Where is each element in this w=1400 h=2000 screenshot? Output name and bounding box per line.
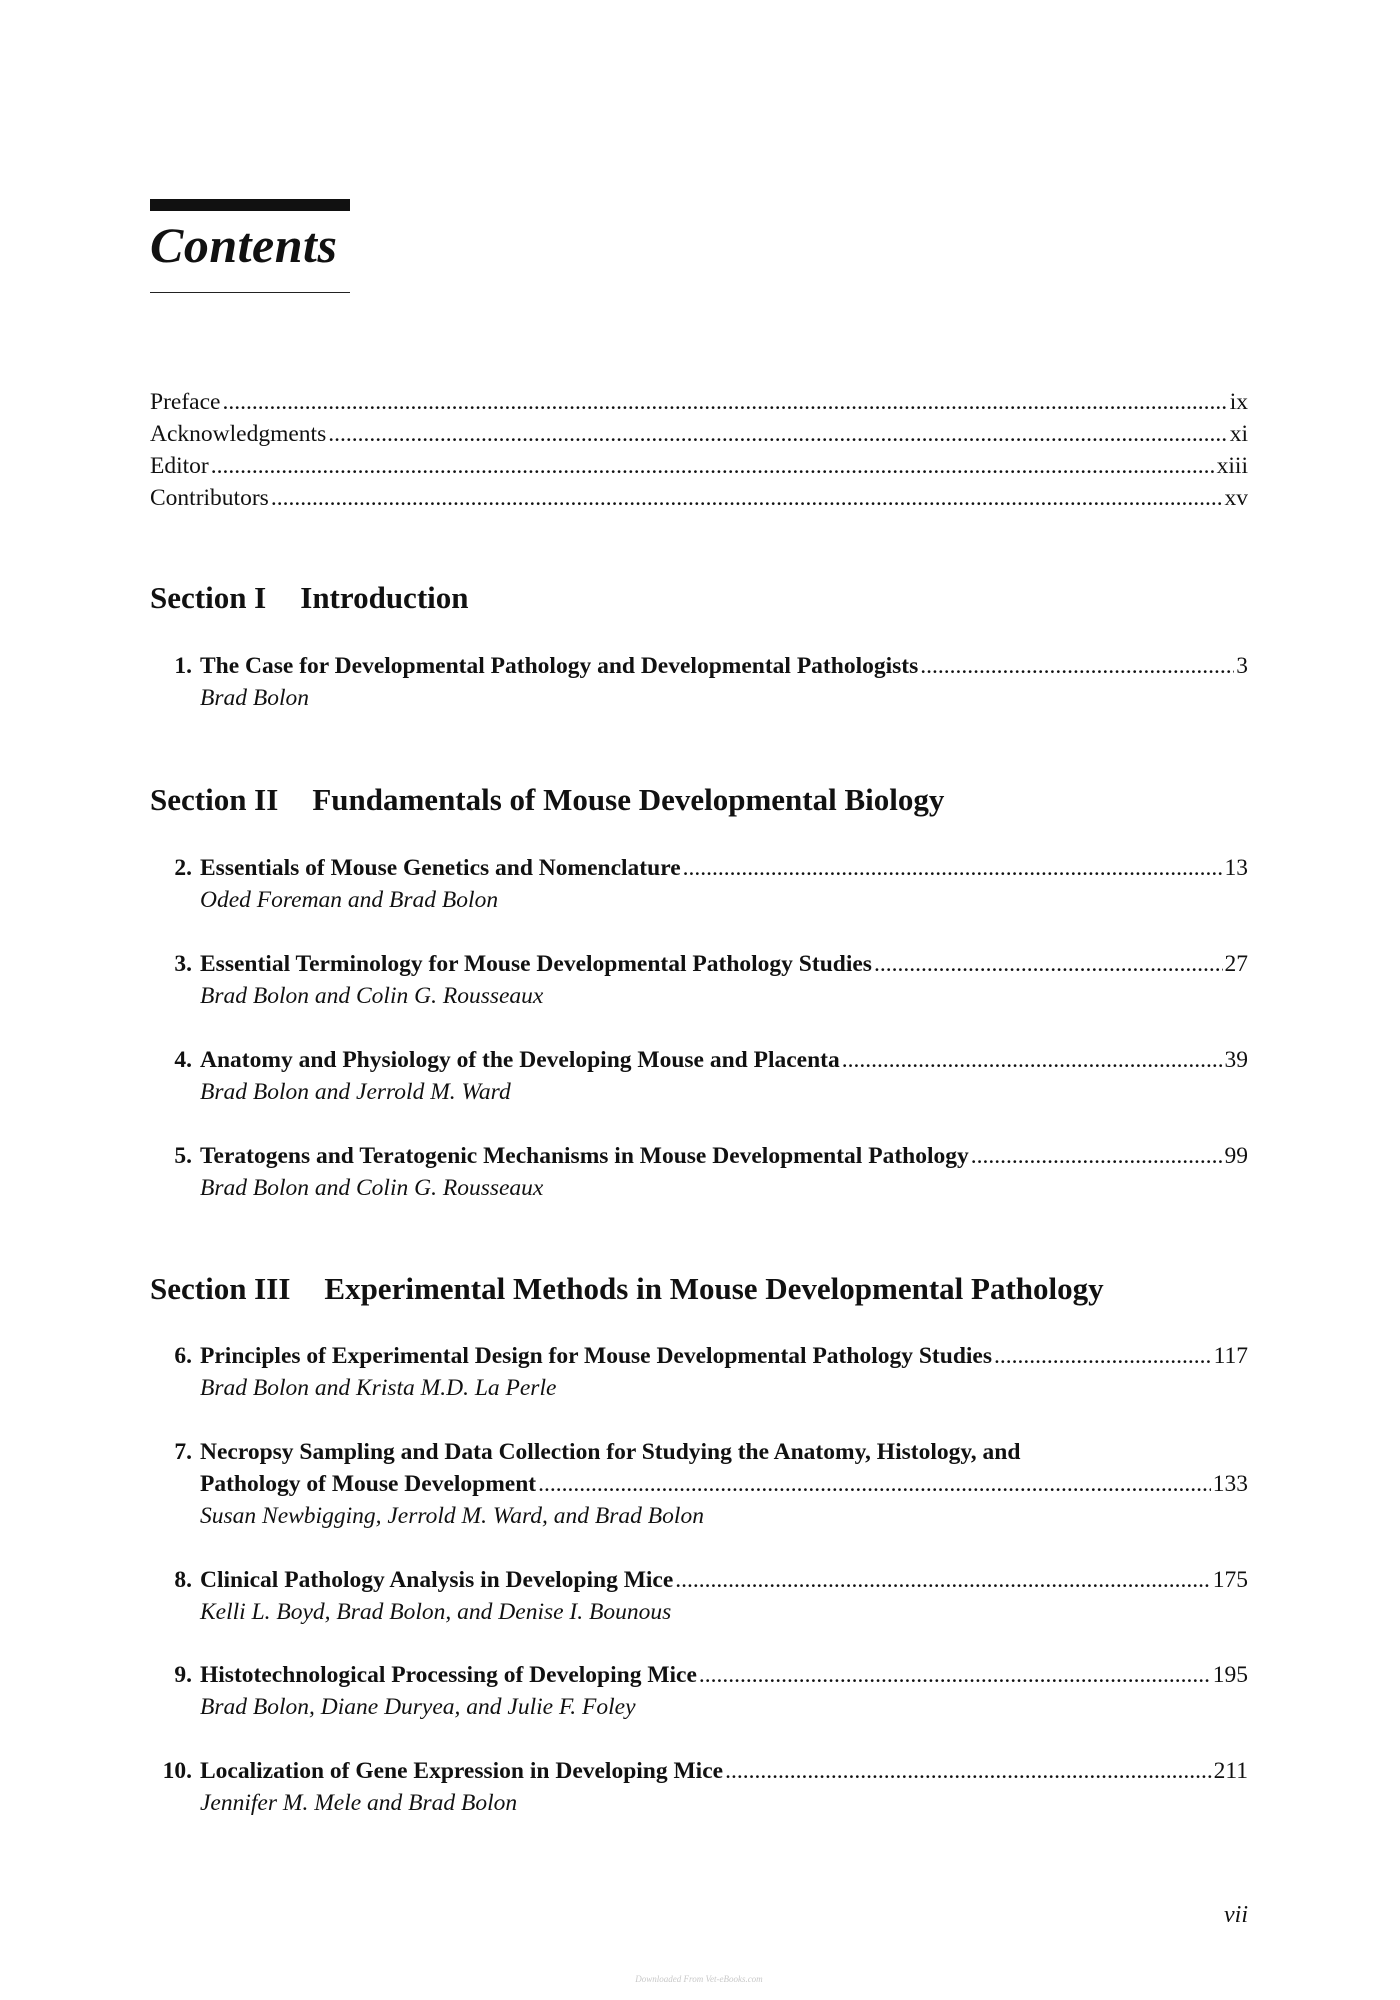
chapter-entry[interactable]: [150, 1436, 1248, 1532]
dot-leader: [222, 386, 1227, 418]
section-title: Fundamentals of Mouse Developmental Biology: [312, 782, 945, 817]
chapter-title: Principles of Experimental Design for Mouse Developmental Pathology Studies: [200, 1343, 992, 1369]
page-number: 211: [1213, 1758, 1248, 1784]
chapter-authors: Brad Bolon and Jerrold M. Ward: [200, 1079, 511, 1105]
chapter-number: 6.: [174, 1343, 192, 1369]
dot-leader: [725, 1755, 1212, 1787]
chapter-authors: Brad Bolon, Diane Duryea, and Julie F. Foley: [200, 1694, 636, 1720]
chapter-title: The Case for Developmental Pathology and Developmental Pathologists: [200, 653, 919, 679]
page-number: 133: [1212, 1471, 1248, 1497]
chapter-authors: Brad Bolon and Colin G. Rousseaux: [200, 983, 544, 1009]
front-matter-item[interactable]: [150, 450, 1248, 482]
chapter-authors: Oded Foreman and Brad Bolon: [200, 887, 499, 913]
chapter-authors: Susan Newbigging, Jerrold M. Ward, and Brad Bolon: [200, 1503, 704, 1529]
section-number: Section I: [150, 580, 267, 615]
front-matter-item[interactable]: [150, 418, 1248, 450]
dot-leader: [842, 1044, 1223, 1076]
page-number: 99: [1224, 1143, 1248, 1169]
front-matter-item[interactable]: [150, 482, 1248, 514]
chapter-number: 8.: [174, 1567, 192, 1593]
chapter-entry[interactable]: [150, 1564, 1248, 1628]
chapter-entry[interactable]: [150, 1140, 1248, 1204]
front-matter-label: Acknowledgments: [150, 421, 327, 447]
page-number: 3: [1236, 653, 1248, 679]
chapter-title: Localization of Gene Expression in Developing Mice: [200, 1758, 724, 1784]
section-title: Introduction: [300, 580, 469, 615]
dot-leader: [920, 650, 1234, 682]
chapter-number: 2.: [174, 855, 192, 881]
page-number: 117: [1213, 1343, 1248, 1369]
chapter-authors: Brad Bolon and Krista M.D. La Perle: [200, 1375, 557, 1401]
chapter-entry[interactable]: [150, 948, 1248, 1012]
chapter-entry[interactable]: [150, 1044, 1248, 1108]
chapter-title: Teratogens and Teratogenic Mechanisms in Mouse Developmental Pathology: [200, 1143, 969, 1169]
chapter-entry[interactable]: [150, 1755, 1248, 1819]
front-matter-label: Editor: [150, 453, 209, 479]
chapter-number: 9.: [174, 1662, 192, 1688]
chapter-title: Essentials of Mouse Genetics and Nomenclature: [200, 855, 681, 881]
download-watermark: Downloaded From Vet-eBooks.com: [635, 1974, 763, 1984]
section-title: Experimental Methods in Mouse Developmental Pathology: [324, 1271, 1104, 1306]
dot-leader: [271, 482, 1223, 514]
front-matter-item[interactable]: [150, 386, 1248, 418]
chapter-title: Anatomy and Physiology of the Developing Mouse and Placenta: [200, 1047, 840, 1073]
title-rule: [150, 292, 350, 293]
section-heading: [150, 578, 469, 618]
dot-leader: [675, 1564, 1210, 1596]
chapter-number: 3.: [174, 951, 192, 977]
dot-leader: [994, 1340, 1212, 1372]
chapter-title-line1: Necropsy Sampling and Data Collection for Studying the Anatomy, Histology, and: [200, 1439, 1021, 1465]
chapter-authors: Kelli L. Boyd, Brad Bolon, and Denise I. Bounous: [200, 1599, 672, 1625]
page-folio: vii: [1224, 1902, 1248, 1928]
page-number: 39: [1224, 1047, 1248, 1073]
dot-leader: [874, 948, 1223, 980]
page-number: 195: [1212, 1662, 1248, 1688]
dot-leader: [211, 450, 1215, 482]
page-title: Contents: [150, 217, 338, 273]
front-matter-label: Preface: [150, 389, 221, 415]
page-number: 13: [1224, 855, 1248, 881]
dot-leader: [971, 1140, 1223, 1172]
chapter-number: 1.: [174, 653, 192, 679]
chapter-number: 5.: [174, 1143, 192, 1169]
dot-leader: [683, 852, 1223, 884]
section-heading: [150, 1269, 1104, 1309]
page-number: xi: [1229, 421, 1248, 447]
dot-leader: [328, 418, 1228, 450]
front-matter-label: Contributors: [150, 485, 269, 511]
front-matter-list: [150, 386, 1248, 514]
chapter-entry[interactable]: [150, 1659, 1248, 1723]
page-number: 27: [1224, 951, 1248, 977]
page-number: xiii: [1216, 453, 1248, 479]
page-number: xv: [1224, 485, 1248, 511]
chapter-title: Pathology of Mouse Development: [200, 1471, 537, 1497]
dot-leader: [699, 1659, 1211, 1691]
chapter-number: 10.: [162, 1758, 192, 1784]
section-number: Section III: [150, 1271, 291, 1306]
chapter-authors: Brad Bolon and Colin G. Rousseaux: [200, 1175, 544, 1201]
chapter-authors: Jennifer M. Mele and Brad Bolon: [200, 1790, 518, 1816]
chapter-title: Clinical Pathology Analysis in Developing Mice: [200, 1567, 674, 1593]
chapter-title: Histotechnological Processing of Developing Mice: [200, 1662, 697, 1688]
chapter-title: Essential Terminology for Mouse Developmental Pathology Studies: [200, 951, 872, 977]
title-bar: [150, 199, 350, 211]
page-number: ix: [1229, 389, 1248, 415]
chapter-entry[interactable]: [150, 650, 1248, 714]
dot-leader: [538, 1468, 1211, 1500]
toc-page: [150, 0, 1248, 2000]
chapter-number: 4.: [174, 1047, 192, 1073]
chapter-authors: Brad Bolon: [200, 685, 310, 711]
chapter-entry[interactable]: [150, 852, 1248, 916]
section-number: Section II: [150, 782, 279, 817]
page-number: 175: [1212, 1567, 1248, 1593]
chapter-number: 7.: [174, 1439, 192, 1465]
chapter-entry[interactable]: [150, 1340, 1248, 1404]
section-heading: [150, 780, 944, 820]
